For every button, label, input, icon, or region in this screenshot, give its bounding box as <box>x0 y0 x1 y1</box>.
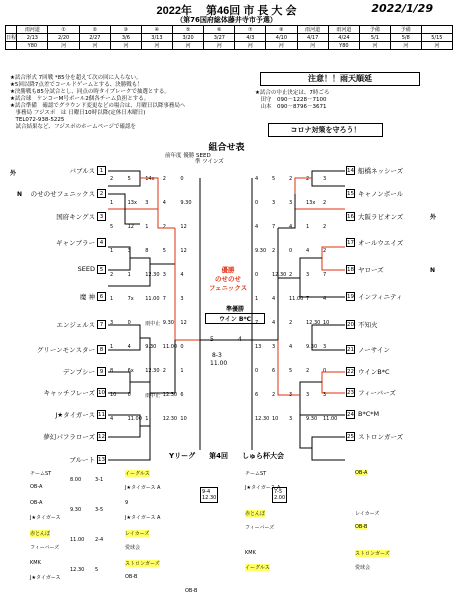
rule-line: TEL072-938-5225 <box>10 117 65 123</box>
right-team-number: 24 <box>347 412 354 418</box>
schedule-date-0: 2/13 <box>17 34 48 42</box>
schedule-col-12: 予備 <box>390 26 421 34</box>
yleague-team: KMK <box>245 550 256 556</box>
yleague-time: 8.00 <box>70 477 82 483</box>
right-score: 13 <box>255 344 262 350</box>
left-team-number: 5 <box>97 265 106 274</box>
left-score: 12.30 <box>145 272 160 278</box>
left-score: 0 <box>180 344 184 350</box>
left-score: 2 <box>162 224 166 230</box>
left-team-12: 夢幻パフラローズ <box>43 433 95 441</box>
right-score: 10 <box>323 320 330 326</box>
right-score: 0 <box>255 368 259 374</box>
schedule-venue-4: 河 <box>141 42 172 50</box>
left-score: 3 <box>110 320 114 326</box>
left-score: 雨中止 <box>145 393 161 399</box>
schedule-col-7: ⑦ <box>235 26 266 34</box>
left-team-1: バブルス <box>69 167 95 175</box>
right-score: 13x <box>306 200 316 206</box>
yleague-team: KMK <box>30 560 41 566</box>
left-score: 4 <box>110 416 114 422</box>
right-score: 3 <box>272 200 276 206</box>
right-team-21: ノーサイン <box>358 346 390 354</box>
page-title: 2022年 第46回 市 長 大 会 <box>156 5 297 17</box>
left-bottom-score: 9-4 12.30 <box>202 489 217 501</box>
right-score: 3 <box>272 344 276 350</box>
left-score: 8 <box>145 248 149 254</box>
right-score: 2 <box>323 248 327 254</box>
yleague-team: 愛球会 <box>125 545 141 551</box>
yleague-score: 5 <box>95 567 99 573</box>
yleague-time: 11.00 <box>70 537 85 543</box>
schedule-date-1: 2/20 <box>48 34 79 42</box>
schedule-venue-7: 河 <box>235 42 266 50</box>
right-score: 4 <box>289 224 293 230</box>
yleague-team: レイカーズ <box>125 531 150 537</box>
right-score: 4 <box>323 296 327 302</box>
left-score: 4 <box>127 344 131 350</box>
left-team-2: のせのせフェニックス <box>30 190 95 198</box>
yleague-team: イーグルス <box>125 471 150 477</box>
right-score: 4 <box>289 344 293 350</box>
rule-line: 事務局 フジスポ は 日曜日10時以降(定休日木曜日) <box>10 110 146 116</box>
yleague-team: ストロンガーズ <box>355 551 390 557</box>
left-score: 1 <box>145 416 149 422</box>
left-score: 12 <box>180 224 187 230</box>
right-score: 3 <box>323 176 327 182</box>
yleague-team: OB-B <box>125 574 138 580</box>
right-score: 12.30 <box>255 416 270 422</box>
bracket-legend: 前年度 優勝 SEED 準 ツインズ <box>165 153 224 165</box>
schedule-venue-6: 河 <box>204 42 235 50</box>
side-mark-gai-left: 外 <box>10 170 17 177</box>
schedule-venue-13: 河 <box>421 42 452 50</box>
left-score: 11.00 <box>127 416 142 422</box>
right-team-number: 20 <box>347 322 354 328</box>
schedule-col-3: ③ <box>110 26 141 34</box>
schedule-venue-12: 河 <box>390 42 421 50</box>
schedule-date-3: 3/6 <box>110 34 141 42</box>
side-mark-n-left: N <box>17 191 23 198</box>
schedule-date-4: 3/13 <box>141 34 172 42</box>
yleague-score: 3-5 <box>95 507 104 513</box>
right-score: 7 <box>306 296 310 302</box>
right-team-16: 大阪ラビオンズ <box>358 213 404 221</box>
left-team-4: ギャンブラー <box>56 239 95 247</box>
left-score: 9.30 <box>145 344 157 350</box>
rule-line: ★5回以降7点差でコールドゲームとする、決勝戦も！ <box>10 82 143 88</box>
left-score: 3 <box>127 248 131 254</box>
right-team-number: 17 <box>347 240 354 246</box>
schedule-venue-11: 河 <box>360 42 391 50</box>
left-score: 7x <box>127 296 134 302</box>
right-score: 2 <box>272 248 276 254</box>
right-team-17: オールウエイズ <box>358 239 404 247</box>
left-score: 1 <box>110 344 114 350</box>
left-score: 7 <box>162 296 166 302</box>
right-team-19: インフィニティ <box>358 293 403 301</box>
right-score: 4 <box>272 320 276 326</box>
schedule-label: 日程 <box>6 35 17 41</box>
right-team-15: キャノンボール <box>358 190 404 198</box>
left-score: 6x <box>127 368 134 374</box>
left-score: 1 <box>127 272 131 278</box>
champion-label: 優勝 のせのせ フェニックス <box>208 266 248 292</box>
yleague-team: J★タイガース <box>30 575 61 581</box>
right-team-23: フィーバーズ <box>358 389 396 397</box>
right-score: 1 <box>306 224 310 230</box>
schedule-venue-9: 河 <box>297 42 328 50</box>
right-score: 7 <box>272 224 276 230</box>
yleague-team: フィーバーズ <box>245 525 275 531</box>
left-score: 5 <box>162 248 166 254</box>
date: 2022/1/29 <box>371 2 433 15</box>
right-score: 11.00 <box>323 416 338 422</box>
left-score: 1 <box>180 368 184 374</box>
right-team-20: 不知火 <box>358 321 378 329</box>
schedule-date-6: 3/27 <box>204 34 235 42</box>
right-score: 5 <box>272 176 276 182</box>
schedule-date-12: 5/8 <box>390 34 421 42</box>
right-score: 2 <box>306 368 310 374</box>
right-score: 7 <box>255 320 259 326</box>
left-team-11: J★タイガース <box>55 411 95 419</box>
left-team-number: 3 <box>97 212 106 221</box>
yleague-team: イーグルス <box>245 565 270 571</box>
schedule-col-1: ① <box>48 26 79 34</box>
schedule-col-5: ⑤ <box>173 26 204 34</box>
rule-line: 試合結果など、フジスポのホームページで確認を <box>10 124 137 130</box>
right-score: 3 <box>306 272 310 278</box>
yleague-time: 12.30 <box>70 567 85 573</box>
left-score: 12.30 <box>145 368 160 374</box>
schedule-date-2: 2/27 <box>79 34 110 42</box>
right-score: 2 <box>289 320 293 326</box>
yleague-team: OB-A <box>30 500 43 506</box>
left-team-6: 魔 神 <box>79 293 95 301</box>
left-score: 3 <box>162 272 166 278</box>
right-score: 7 <box>323 272 327 278</box>
left-score: 5 <box>110 224 114 230</box>
schedule-col-9: 雨河道 <box>297 26 328 34</box>
yleague-team: J★タイガース A <box>125 515 161 521</box>
right-score: 2 <box>323 200 327 206</box>
left-team-3: 国府キングス <box>56 213 95 221</box>
yleague-team: 愛球会 <box>355 565 371 571</box>
right-score: 9.30 <box>306 344 318 350</box>
left-score: 4 <box>180 272 184 278</box>
right-score: 4 <box>272 296 276 302</box>
left-team-number: 6 <box>97 292 106 301</box>
left-score: 13x <box>127 200 137 206</box>
left-team-7: エンジェルス <box>56 321 95 329</box>
subtitle: （第76国府総体藤井寺市予選） <box>176 16 277 24</box>
schedule-col-6: ⑥ <box>204 26 235 34</box>
right-score: 6 <box>255 392 259 398</box>
schedule-date-10: 4/24 <box>328 34 359 42</box>
right-score: 3 <box>289 392 293 398</box>
right-team-number: 21 <box>347 347 354 353</box>
right-score: 2 <box>306 176 310 182</box>
right-team-number: 14 <box>347 168 354 174</box>
right-score: 9.30 <box>255 248 267 254</box>
side-mark-n-right: N <box>430 267 436 274</box>
schedule-date-9: 4/17 <box>297 34 328 42</box>
corona-notice: コロナ対策を守ろう！ <box>268 123 383 137</box>
left-team-number: 13 <box>98 457 105 463</box>
left-score: 2 <box>110 176 114 182</box>
left-team-number: 4 <box>97 238 106 247</box>
left-score: 4 <box>162 200 166 206</box>
right-score: 4 <box>255 224 259 230</box>
left-score: 1 <box>110 200 114 206</box>
right-team-14: 船橋ネッシーズ <box>358 167 404 175</box>
contact-line: 山本 090－8796－3671 <box>255 104 327 110</box>
right-score: 4 <box>306 248 310 254</box>
yleague-score: 3-1 <box>95 477 104 483</box>
left-score: 3 <box>145 200 149 206</box>
right-score: 12.30 <box>306 320 321 326</box>
schedule-col-0: 雨河道 <box>17 26 48 34</box>
left-team-number: 12 <box>98 434 105 440</box>
schedule-venue-3: 河 <box>110 42 141 50</box>
runner-up: 準優勝 ウイン B*C <box>205 304 265 324</box>
side-mark-gai-right: 外 <box>430 214 437 221</box>
yleague-team: J★タイガース <box>30 515 61 521</box>
schedule-col-4: ④ <box>141 26 172 34</box>
yleague-team: 赤とんぼ <box>30 531 51 537</box>
left-team-number: 11 <box>98 412 105 418</box>
right-score: 0 <box>289 248 293 254</box>
yleague-team: 赤とんぼ <box>245 511 266 517</box>
right-score: 2 <box>289 272 293 278</box>
right-score: 11.00 <box>289 296 304 302</box>
right-score: 9.30 <box>306 416 318 422</box>
right-team-24: B*C*M <box>358 410 380 418</box>
right-score: 0 <box>255 272 259 278</box>
left-score: 12.30 <box>162 416 178 422</box>
schedule-date-7: 4/3 <box>235 34 266 42</box>
left-score: 2 <box>162 368 166 374</box>
right-team-25: ストロンガーズ <box>358 433 404 441</box>
left-score: 12.30 <box>162 392 178 398</box>
right-score: 12.30 <box>272 272 287 278</box>
contact-line: ★試合の中止決定は、7時ごろ <box>255 90 330 96</box>
rule-line: ★試合準備 確認でグラウンド変更などの場合は、月曜日以降事務局へ <box>10 103 186 109</box>
left-score: 1 <box>145 224 149 230</box>
yleague-team: チームST <box>245 471 267 477</box>
schedule-col-11: 予備 <box>360 26 391 34</box>
left-team-number: 9 <box>97 367 106 376</box>
left-team-number: 10 <box>98 390 105 396</box>
left-score: 6 <box>180 392 184 398</box>
schedule-col-10: 雨河道 <box>328 26 359 34</box>
rule-line: ★試合球 ケンコーM号ボール2個各チーム負担とする。 <box>10 96 150 102</box>
yleague-team: フィーバーズ <box>30 545 60 551</box>
right-team-number: 16 <box>347 214 354 220</box>
left-score: 8 <box>110 368 114 374</box>
schedule-date-11: 5/1 <box>360 34 391 42</box>
right-score: 6 <box>272 368 276 374</box>
schedule-date-5: 3/20 <box>173 34 204 42</box>
left-score: 2 <box>162 176 166 182</box>
right-score: 3 <box>289 416 293 422</box>
yleague-team: チームST <box>30 471 52 477</box>
left-team-9: デンプシー <box>62 368 95 376</box>
right-bottom-score: 7-5 2.00 <box>274 489 286 501</box>
right-score: 3 <box>323 344 327 350</box>
yleague-time: 9.30 <box>70 507 82 513</box>
right-score: 0 <box>323 368 327 374</box>
right-score: 2 <box>272 392 276 398</box>
left-score: 1 <box>110 296 114 302</box>
schedule-col-2: ② <box>79 26 110 34</box>
final-score-right: 4 <box>238 336 242 343</box>
left-score: 11.00 <box>145 296 160 302</box>
right-score: 3 <box>323 392 327 398</box>
bracket-title: 組合せ表 <box>208 143 245 153</box>
right-score: 0 <box>255 200 259 206</box>
yleague-team: ストロンガーズ <box>125 561 160 567</box>
left-score: 0 <box>127 392 131 398</box>
schedule-venue-8: 河 <box>266 42 297 50</box>
right-score: 1 <box>255 296 259 302</box>
left-score: 10 <box>180 416 187 422</box>
left-score: 12 <box>180 248 187 254</box>
schedule-venue-10: Y80 <box>328 42 359 50</box>
yleague-title: Yリーグ 第4回 しゅら杯大会 <box>169 452 284 460</box>
semi-score: 8-3 <box>212 352 222 359</box>
right-team-22: ウインB*C <box>358 368 390 376</box>
right-score: 5 <box>289 368 293 374</box>
left-score: 雨中止 <box>145 321 161 327</box>
right-team-number: 22 <box>347 369 354 375</box>
left-score: 11.00 <box>162 344 178 350</box>
rule-line: ★試合形式 7回戦 *85分を超えて次の回に入らない。 <box>10 75 142 81</box>
rain-notice: 注意！！雨天順延 <box>260 72 420 86</box>
left-score: 9.30 <box>180 200 192 206</box>
left-score: 10 <box>110 392 117 398</box>
left-score: 0 <box>127 320 131 326</box>
left-score: 12 <box>180 320 187 326</box>
schedule-date-13: 5/15 <box>421 34 452 42</box>
schedule-venue-1: 河 <box>48 42 79 50</box>
schedule-col-8: ⑧ <box>266 26 297 34</box>
yleague-team: 9 <box>125 500 129 506</box>
left-score: 9.30 <box>162 320 174 326</box>
yleague-team: OB-A <box>355 470 368 476</box>
right-team-number: 25 <box>347 434 354 440</box>
right-team-number: 23 <box>347 390 354 396</box>
semi-time: 11.00 <box>210 360 228 367</box>
right-score: 2 <box>323 224 327 230</box>
left-score: 0 <box>180 176 184 182</box>
right-score: 2 <box>289 176 293 182</box>
right-score: 10 <box>272 416 279 422</box>
yleague-team: J★タイガース A <box>125 485 161 491</box>
yleague-team: J★タイガース A <box>245 485 281 491</box>
left-team-number: 7 <box>97 320 106 329</box>
yleague-team: OB-A <box>30 484 43 490</box>
yleague-score: 2-4 <box>95 537 104 543</box>
left-team-10: キャッチフレーズ <box>43 389 95 397</box>
left-score: 1 <box>110 248 114 254</box>
schedule-venue-0: Y80 <box>17 42 48 50</box>
schedule-venue-5: 河 <box>173 42 204 50</box>
contact-line: 田守 090－1228－7100 <box>255 97 327 103</box>
right-team-number: 18 <box>347 267 354 273</box>
left-team-number: 2 <box>97 189 106 198</box>
schedule-venue-2: 河 <box>79 42 110 50</box>
left-team-8: グリーンモンスター <box>36 346 95 354</box>
left-score: 3 <box>180 296 184 302</box>
yleague-team: レイカーズ <box>355 511 380 517</box>
left-score: 5 <box>127 176 131 182</box>
schedule-date-8: 4/10 <box>266 34 297 42</box>
yleague-team: OB-B <box>355 524 368 530</box>
rule-line: ★決勝戦も85分試合とし、同点の時タイブレークで抽選とする。 <box>10 89 170 95</box>
left-team-5: SEED <box>77 265 95 273</box>
left-score: 2 <box>110 272 114 278</box>
right-score: 4 <box>255 176 259 182</box>
right-team-18: ヤローズ <box>358 266 384 274</box>
left-team-13: ブルート <box>69 456 95 464</box>
right-score: 3 <box>289 200 293 206</box>
right-team-number: 19 <box>347 294 354 300</box>
left-team-number: 1 <box>97 166 106 175</box>
left-score: 12 <box>127 224 134 230</box>
right-team-number: 15 <box>347 191 354 197</box>
yleague-bottom-team: OB-B <box>185 588 198 594</box>
right-score: 3 <box>306 392 310 398</box>
left-team-number: 8 <box>97 345 106 354</box>
final-score-left: 5 <box>210 336 214 343</box>
left-score: 14x <box>145 176 155 182</box>
